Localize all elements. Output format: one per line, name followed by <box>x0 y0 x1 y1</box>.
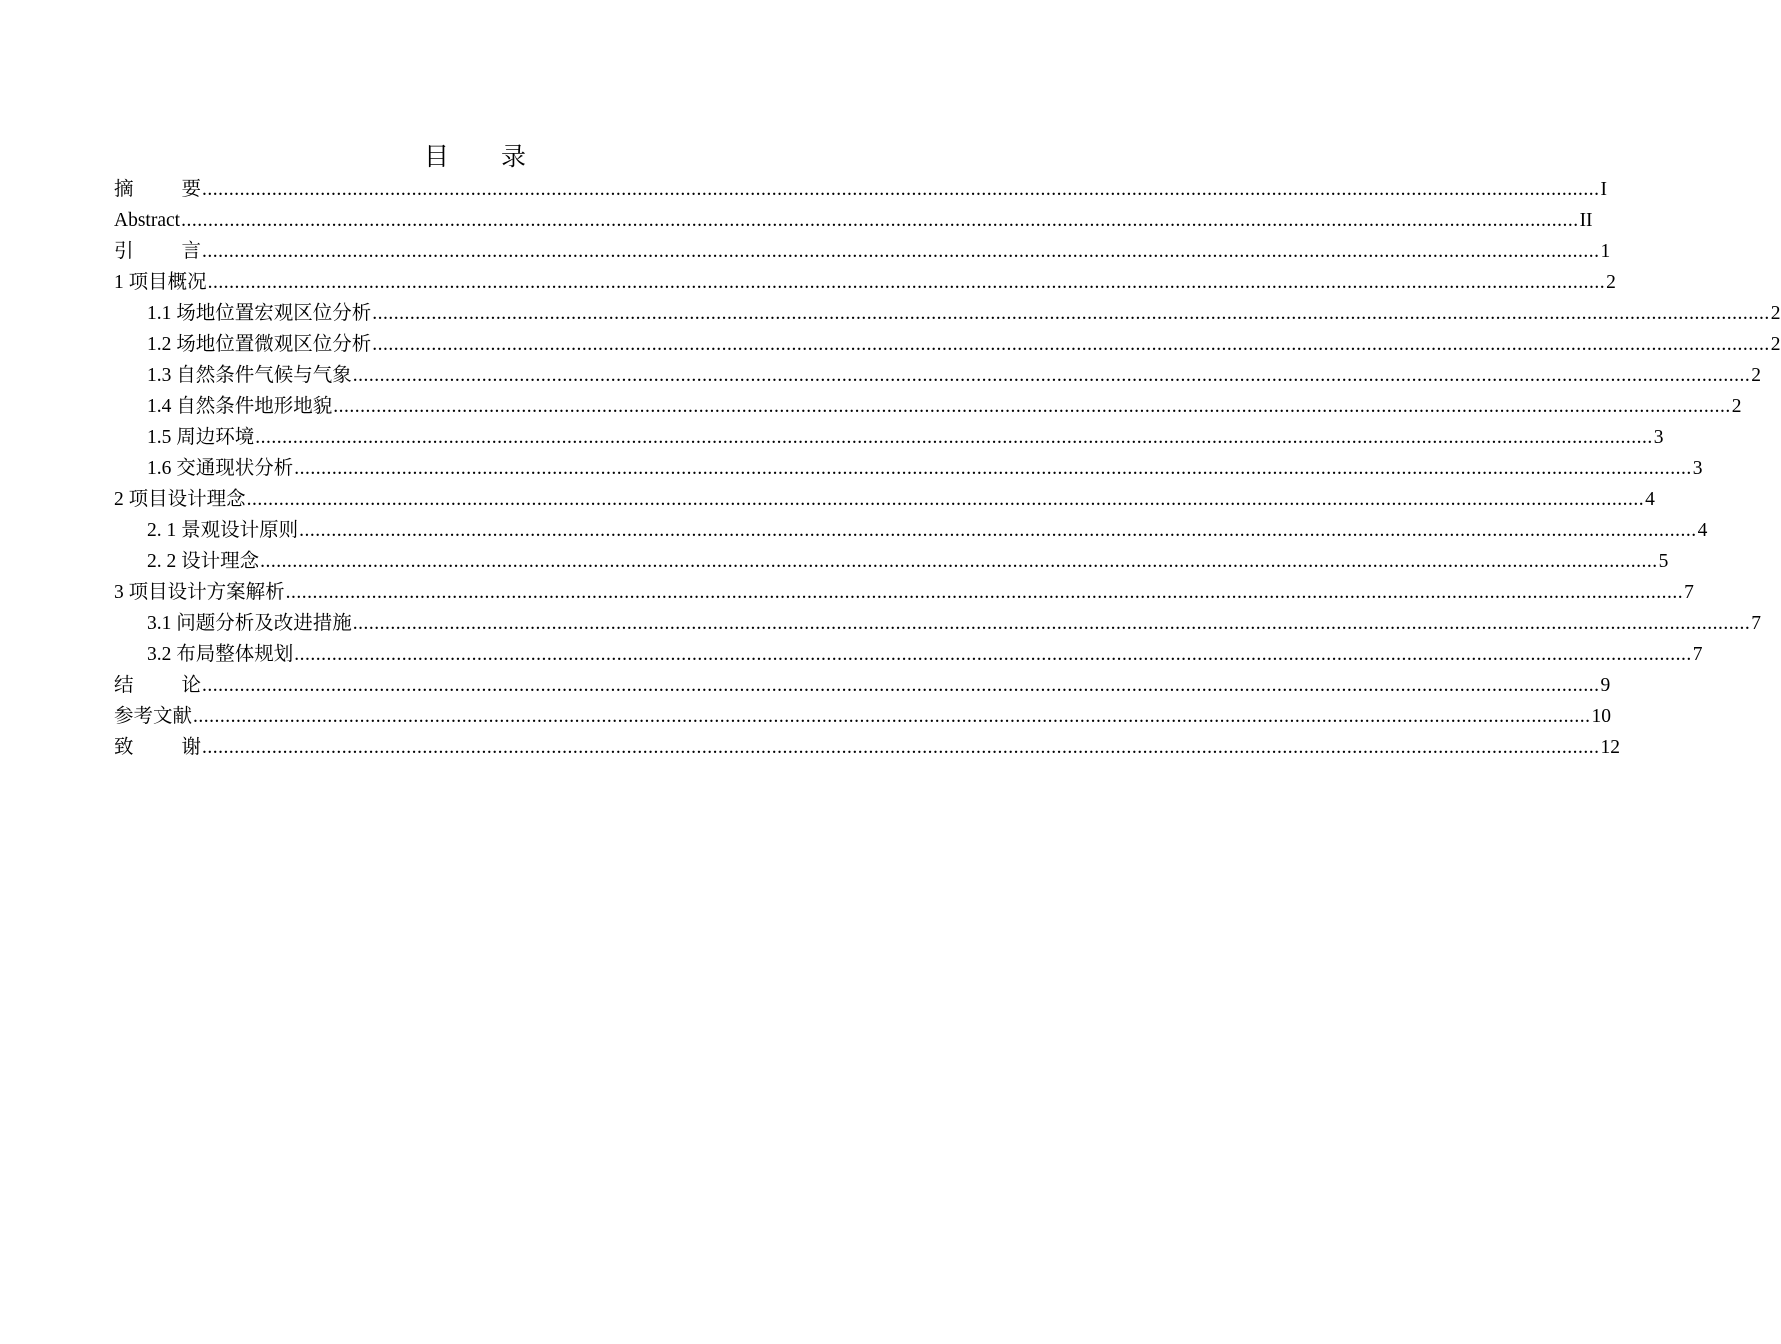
toc-entry-page-number: 4 <box>1697 520 1708 541</box>
toc-entry-page-number: 3 <box>1653 427 1664 448</box>
toc-dot-leader: .................................................................................................................................................................................................................................................................... <box>202 179 1600 200</box>
toc-dot-leader: .................................................................................................................................................................................................................................................................... <box>372 303 1770 324</box>
toc-entry-label: 参考文献 <box>114 706 193 727</box>
toc-entry[interactable] <box>114 174 1608 205</box>
toc-title-right: 录 <box>501 144 527 171</box>
toc-entry-page-number: 2 <box>1770 334 1781 355</box>
toc-entry-label <box>114 732 201 763</box>
toc-entry-page-number: 2 <box>1770 303 1781 324</box>
toc-entry-label: 1.1 场地位置宏观区位分析 <box>147 303 372 324</box>
toc-entry-label: 1.5 周边环境 <box>147 427 255 448</box>
toc-entry[interactable] <box>114 391 1742 422</box>
toc-entry[interactable] <box>114 236 1611 267</box>
toc-entry-label: 3.2 布局整体规划 <box>147 644 294 665</box>
toc-dot-leader: .................................................................................................................................................................................................................................................................... <box>372 334 1770 355</box>
toc-entry[interactable] <box>114 484 1655 515</box>
toc-entry-label-part: 致 <box>114 737 134 758</box>
toc-entry-label <box>114 174 201 205</box>
toc-list <box>114 174 1781 763</box>
toc-entry[interactable] <box>114 267 1616 298</box>
toc-entry-label: 1.2 场地位置微观区位分析 <box>147 334 372 355</box>
toc-entry-page-number: 1 <box>1600 241 1611 262</box>
toc-entry-label: 1.3 自然条件气候与气象 <box>147 365 352 386</box>
toc-entry-label: 3.1 问题分析及改进措施 <box>147 613 352 634</box>
toc-entry-label: 2 项目设计理念 <box>114 489 246 510</box>
toc-entry-page-number: 3 <box>1692 458 1703 479</box>
toc-entry-page-number: 5 <box>1658 551 1669 572</box>
toc-entry[interactable] <box>114 298 1781 329</box>
toc-entry-page-number: 7 <box>1684 582 1694 603</box>
toc-entry[interactable] <box>114 515 1708 546</box>
toc-entry-page-number: 4 <box>1645 489 1655 510</box>
toc-dot-leader: .................................................................................................................................................................................................................................................................... <box>294 458 1692 479</box>
toc-dot-leader: .................................................................................................................................................................................................................................................................... <box>193 706 1591 727</box>
toc-entry[interactable] <box>114 205 1593 236</box>
toc-entry[interactable] <box>114 329 1781 360</box>
toc-entry-page-number: 12 <box>1600 737 1621 758</box>
toc-entry[interactable] <box>114 639 1703 670</box>
toc-title-left: 目 <box>423 144 449 171</box>
toc-dot-leader: .................................................................................................................................................................................................................................................................... <box>352 613 1751 634</box>
toc-entry-page-number: II <box>1579 210 1593 231</box>
toc-entry[interactable] <box>114 422 1664 453</box>
toc-entry-page-number: 2 <box>1606 272 1616 293</box>
toc-entry-label: 2. 1 景观设计原则 <box>147 520 299 541</box>
toc-entry[interactable] <box>114 546 1669 577</box>
toc-dot-leader: .................................................................................................................................................................................................................................................................... <box>207 272 1606 293</box>
toc-dot-leader: .................................................................................................................................................................................................................................................................... <box>299 520 1697 541</box>
toc-dot-leader: .................................................................................................................................................................................................................................................................... <box>202 737 1600 758</box>
toc-dot-leader: .................................................................................................................................................................................................................................................................... <box>255 427 1653 448</box>
toc-entry-page-number: I <box>1600 179 1608 200</box>
toc-entry-label: 1 项目概况 <box>114 272 207 293</box>
toc-entry-label: 3 项目设计方案解析 <box>114 582 285 603</box>
toc-entry-page-number: 7 <box>1751 613 1762 634</box>
toc-entry-label-part: 谢 <box>181 737 202 758</box>
toc-dot-leader: .................................................................................................................................................................................................................................................................... <box>294 644 1692 665</box>
toc-dot-leader: .................................................................................................................................................................................................................................................................... <box>285 582 1684 603</box>
toc-entry-page-number: 2 <box>1751 365 1762 386</box>
toc-entry-page-number: 2 <box>1731 396 1742 417</box>
toc-dot-leader: .................................................................................................................................................................................................................................................................... <box>260 551 1658 572</box>
toc-dot-leader: .................................................................................................................................................................................................................................................................... <box>352 365 1751 386</box>
toc-entry-label-part: 引 <box>114 241 134 262</box>
toc-entry[interactable] <box>114 701 1612 732</box>
toc-entry-label-part: 摘 <box>114 179 134 200</box>
toc-entry-label-part: 要 <box>181 179 202 200</box>
toc-entry-label: 1.4 自然条件地形地貌 <box>147 396 333 417</box>
toc-dot-leader: .................................................................................................................................................................................................................................................................... <box>333 396 1731 417</box>
toc-entry-label-part: 论 <box>181 675 202 696</box>
toc-entry[interactable] <box>114 670 1611 701</box>
toc-entry-page-number: 7 <box>1692 644 1703 665</box>
toc-entry-label: 2. 2 设计理念 <box>147 551 260 572</box>
toc-entry[interactable] <box>114 732 1621 763</box>
toc-entry[interactable] <box>114 360 1762 391</box>
toc-entry-label: Abstract <box>114 210 181 231</box>
toc-entry-label <box>114 670 201 701</box>
toc-entry-page-number: 9 <box>1600 675 1611 696</box>
toc-entry-label: 1.6 交通现状分析 <box>147 458 294 479</box>
toc-entry-label-part: 结 <box>114 675 134 696</box>
toc-dot-leader: .................................................................................................................................................................................................................................................................... <box>246 489 1645 510</box>
toc-entry[interactable] <box>114 577 1694 608</box>
toc-dot-leader: .................................................................................................................................................................................................................................................................... <box>181 210 1579 231</box>
toc-entry[interactable] <box>114 608 1762 639</box>
toc-dot-leader: .................................................................................................................................................................................................................................................................... <box>202 241 1600 262</box>
toc-entry-page-number: 10 <box>1591 706 1612 727</box>
toc-entry-label-part: 言 <box>181 241 202 262</box>
toc-title <box>0 139 950 177</box>
toc-dot-leader: .................................................................................................................................................................................................................................................................... <box>202 675 1600 696</box>
toc-entry-label <box>114 236 201 267</box>
toc-entry[interactable] <box>114 453 1703 484</box>
